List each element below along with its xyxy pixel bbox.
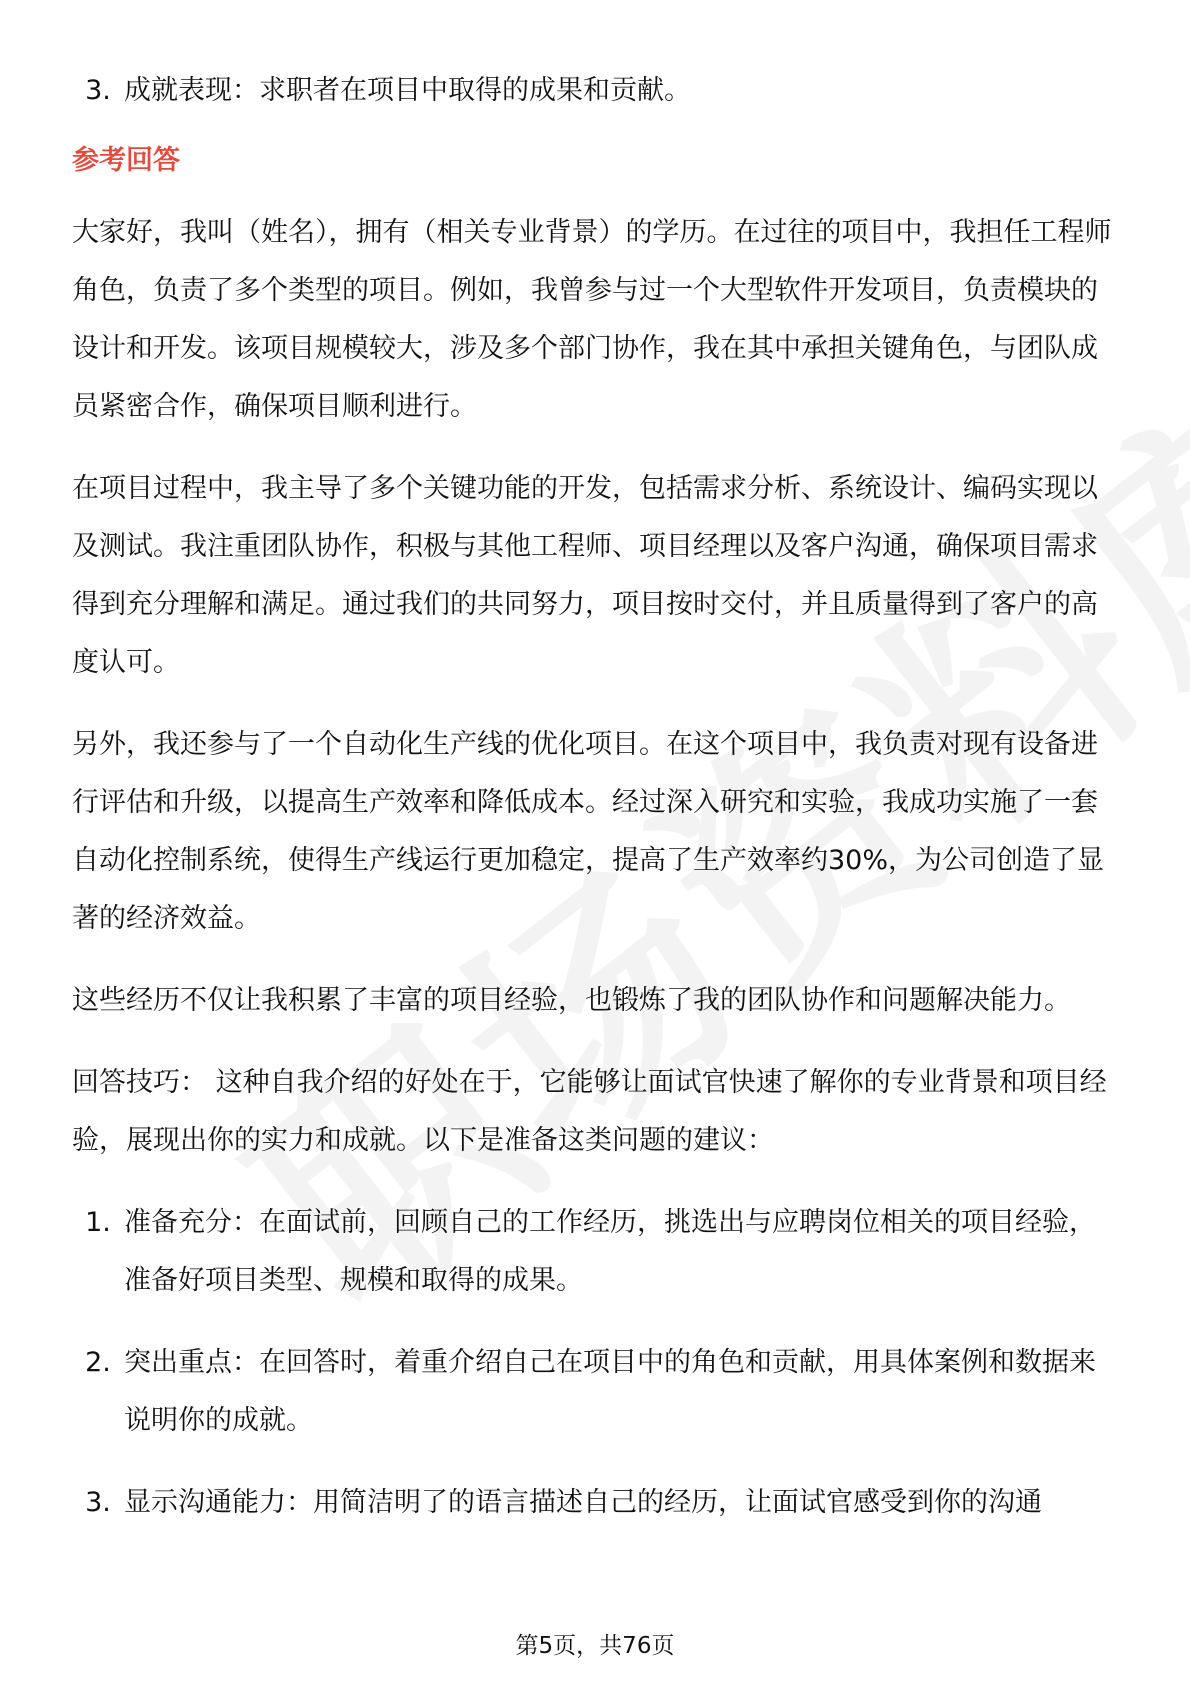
tip-item-1	[72, 1194, 1122, 1310]
list-number: 3.	[85, 1487, 111, 1518]
page-footer: 第5页，共76页	[515, 1633, 675, 1659]
paragraph-summary: 这些经历不仅让我积累了丰富的项目经验，也锻炼了我的团队协作和问题解决能力。	[72, 985, 1071, 1016]
paragraph-process: 在项目过程中，我主导了多个关键功能的开发，包括需求分析、系统设计、编码实现以及测试。我注重团队协作，积极与其他工程师、项目经理以及客户沟通，确保项目需求得到充分理解和满足。通过我们的共同努力，项目按时交付，并且质量得到了客户的高度认可。	[72, 473, 1098, 678]
tip-item-2	[72, 1334, 1122, 1450]
section-heading: 参考回答	[72, 145, 180, 176]
paragraph-intro: 大家好，我叫（姓名），拥有（相关专业背景）的学历。在过往的项目中，我担任工程师角色，负责了多个类型的项目。例如，我曾参与过一个大型软件开发项目，负责模块的设计和开发。该项目规模较大，涉及多个部门协作，我在其中承担关键角色，与团队成员紧密合作，确保项目顺利进行。	[72, 217, 1112, 422]
list-number: 1.	[85, 1207, 111, 1238]
tip-item-3	[72, 1474, 1122, 1532]
list-number: 2.	[85, 1347, 111, 1378]
list-text: 突出重点：在回答时，着重介绍自己在项目中的角色和贡献，用具体案例和数据来说明你的成就。	[124, 1347, 1096, 1436]
list-text: 显示沟通能力：用简洁明了的语言描述自己的经历，让面试官感受到你的沟通	[124, 1487, 1042, 1518]
list-item-intro	[72, 62, 1122, 120]
paragraph-tips-intro: 回答技巧： 这种自我介绍的好处在于，它能够让面试官快速了解你的专业背景和项目经验，展现出你的实力和成就。以下是准备这类问题的建议：	[72, 1067, 1107, 1156]
paragraph-automation: 另外，我还参与了一个自动化生产线的优化项目。在这个项目中，我负责对现有设备进行评估和升级，以提高生产效率和降低成本。经过深入研究和实验，我成功实施了一套自动化控制系统，使得生产线运行更加稳定，提高了生产效率约30%，为公司创造了显著的经济效益。	[72, 729, 1105, 934]
list-text: 成就表现：求职者在项目中取得的成果和贡献。	[124, 75, 691, 106]
list-text: 准备充分：在面试前，回顾自己的工作经历，挑选出与应聘岗位相关的项目经验，准备好项目类型、规模和取得的成果。	[124, 1207, 1096, 1296]
document-body	[72, 62, 1122, 1532]
list-number: 3.	[85, 75, 111, 106]
